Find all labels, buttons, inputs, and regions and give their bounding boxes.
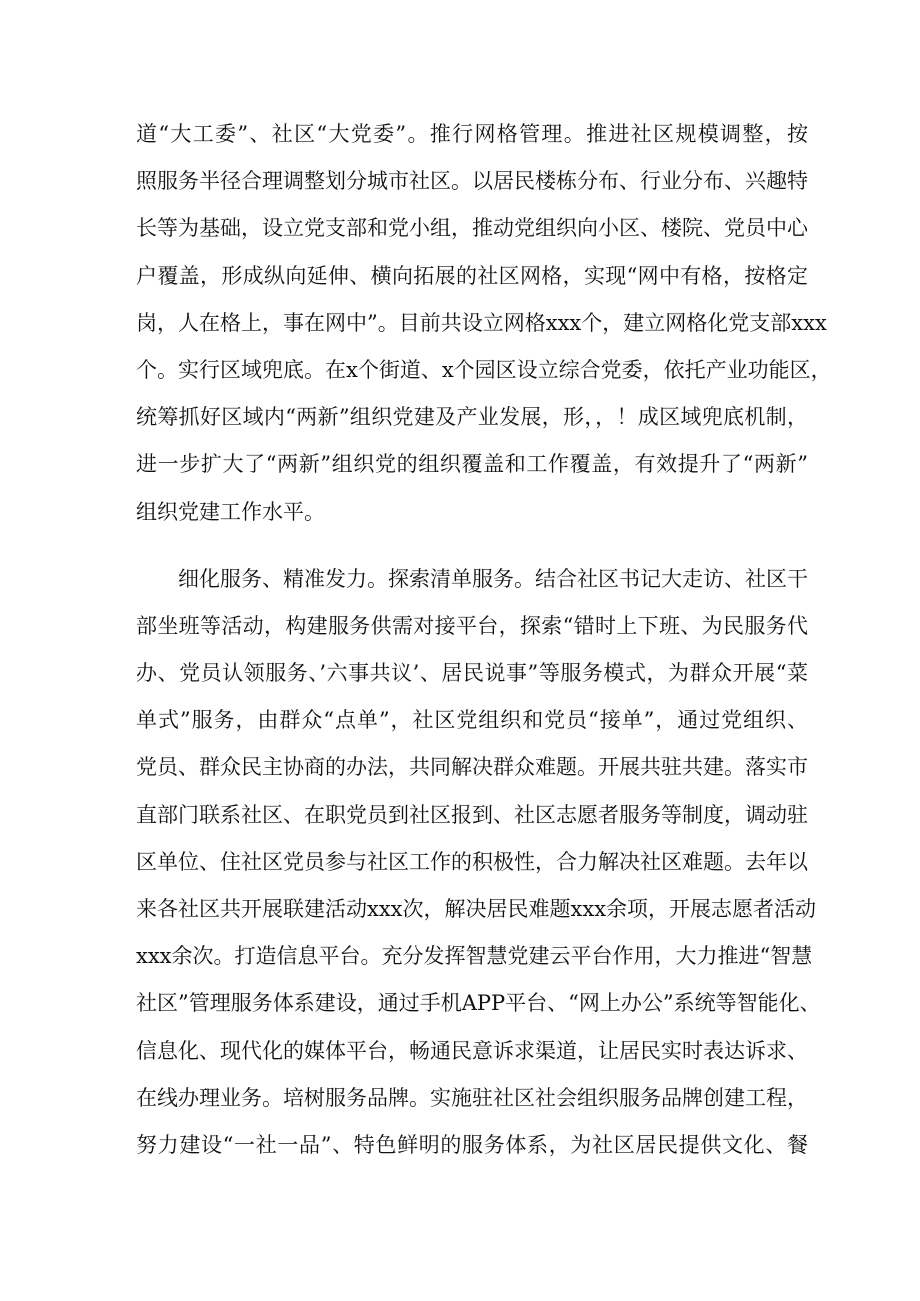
text-line: xxx余次。打造信息平台。充分发挥智慧党建云平台作用，大力推进“智慧: [136, 944, 813, 969]
text-line: 办、党员认领服务、’六事共议’、居民说事”等服务模式，为群众开展“菜: [136, 661, 808, 686]
text-line: 道“大工委”、社区“大党委”。推行网格管理。推进社区规模调整，按: [136, 122, 808, 146]
text-line: 进一步扩大了“两新”组织党的组织覆盖和工作覆盖，有效提升了“两新”: [136, 452, 808, 477]
text-line: 组织党建工作水平。: [136, 499, 325, 524]
text-line: 细化服务、精准发力。探索清单服务。结合社区书记大走访、社区干: [178, 566, 808, 591]
text-line: 岗，人在格上，事在网中”。目前共设立网格xxx个，建立网格化党支部xxx: [136, 310, 827, 335]
paragraph-1: [136, 111, 832, 536]
text-line: 户覆盖，形成纵向延伸、横向拓展的社区网格，实现“网中有格，按格定: [136, 263, 808, 288]
text-line: 来各社区共开展联建活动xxx次，解决居民难题xxx余项，开展志愿者活动: [136, 897, 817, 921]
text-line: 照服务半径合理调整划分城市社区。以居民楼栋分布、行业分布、兴趣特: [136, 169, 808, 194]
text-line: 努力建设“一社一品”、特色鲜明的服务体系，为社区居民提供文化、餐: [136, 1132, 808, 1157]
text-line: 社区”管理服务体系建设，通过手机APP平台、“网上办公”系统等智能化、: [136, 991, 821, 1016]
text-line: 区单位、住社区党员参与社区工作的积极性，合力解决社区难题。去年以: [136, 849, 808, 874]
text-line: 信息化、现代化的媒体平台，畅通民意诉求渠道，让居民实时表达诉求、: [136, 1038, 808, 1063]
text-line: 单式”服务，由群众“点单”，社区党组织和党员“接单”，通过党组织、: [136, 708, 808, 733]
body-text: [136, 111, 832, 1169]
text-line: 个。实行区域兜底。在x个街道、x个园区设立综合党委，依托产业功能区，: [136, 357, 832, 382]
text-line: 统筹抓好区域内“两新”组织党建及产业发展，形，，！成区域兜底机制，: [136, 405, 808, 430]
text-line: 党员、群众民主协商的办法，共同解决群众难题。开展共驻共建。落实市: [136, 755, 808, 780]
text-line: 直部门联系社区、在职党员到社区报到、社区志愿者服务等制度，调动驻: [136, 802, 808, 827]
text-line: 长等为基础，设立党支部和党小组，推动党组织向小区、楼院、党员中心: [136, 216, 808, 241]
text-line: 在线办理业务。培树服务品牌。实施驻社区社会组织服务品牌创建工程，: [136, 1085, 808, 1110]
paragraph-2: [136, 556, 821, 1169]
text-line: 部坐班等活动，构建服务供需对接平台，探索“错时上下班、为民服务代: [136, 613, 808, 638]
paragraph-gap: [136, 536, 808, 556]
